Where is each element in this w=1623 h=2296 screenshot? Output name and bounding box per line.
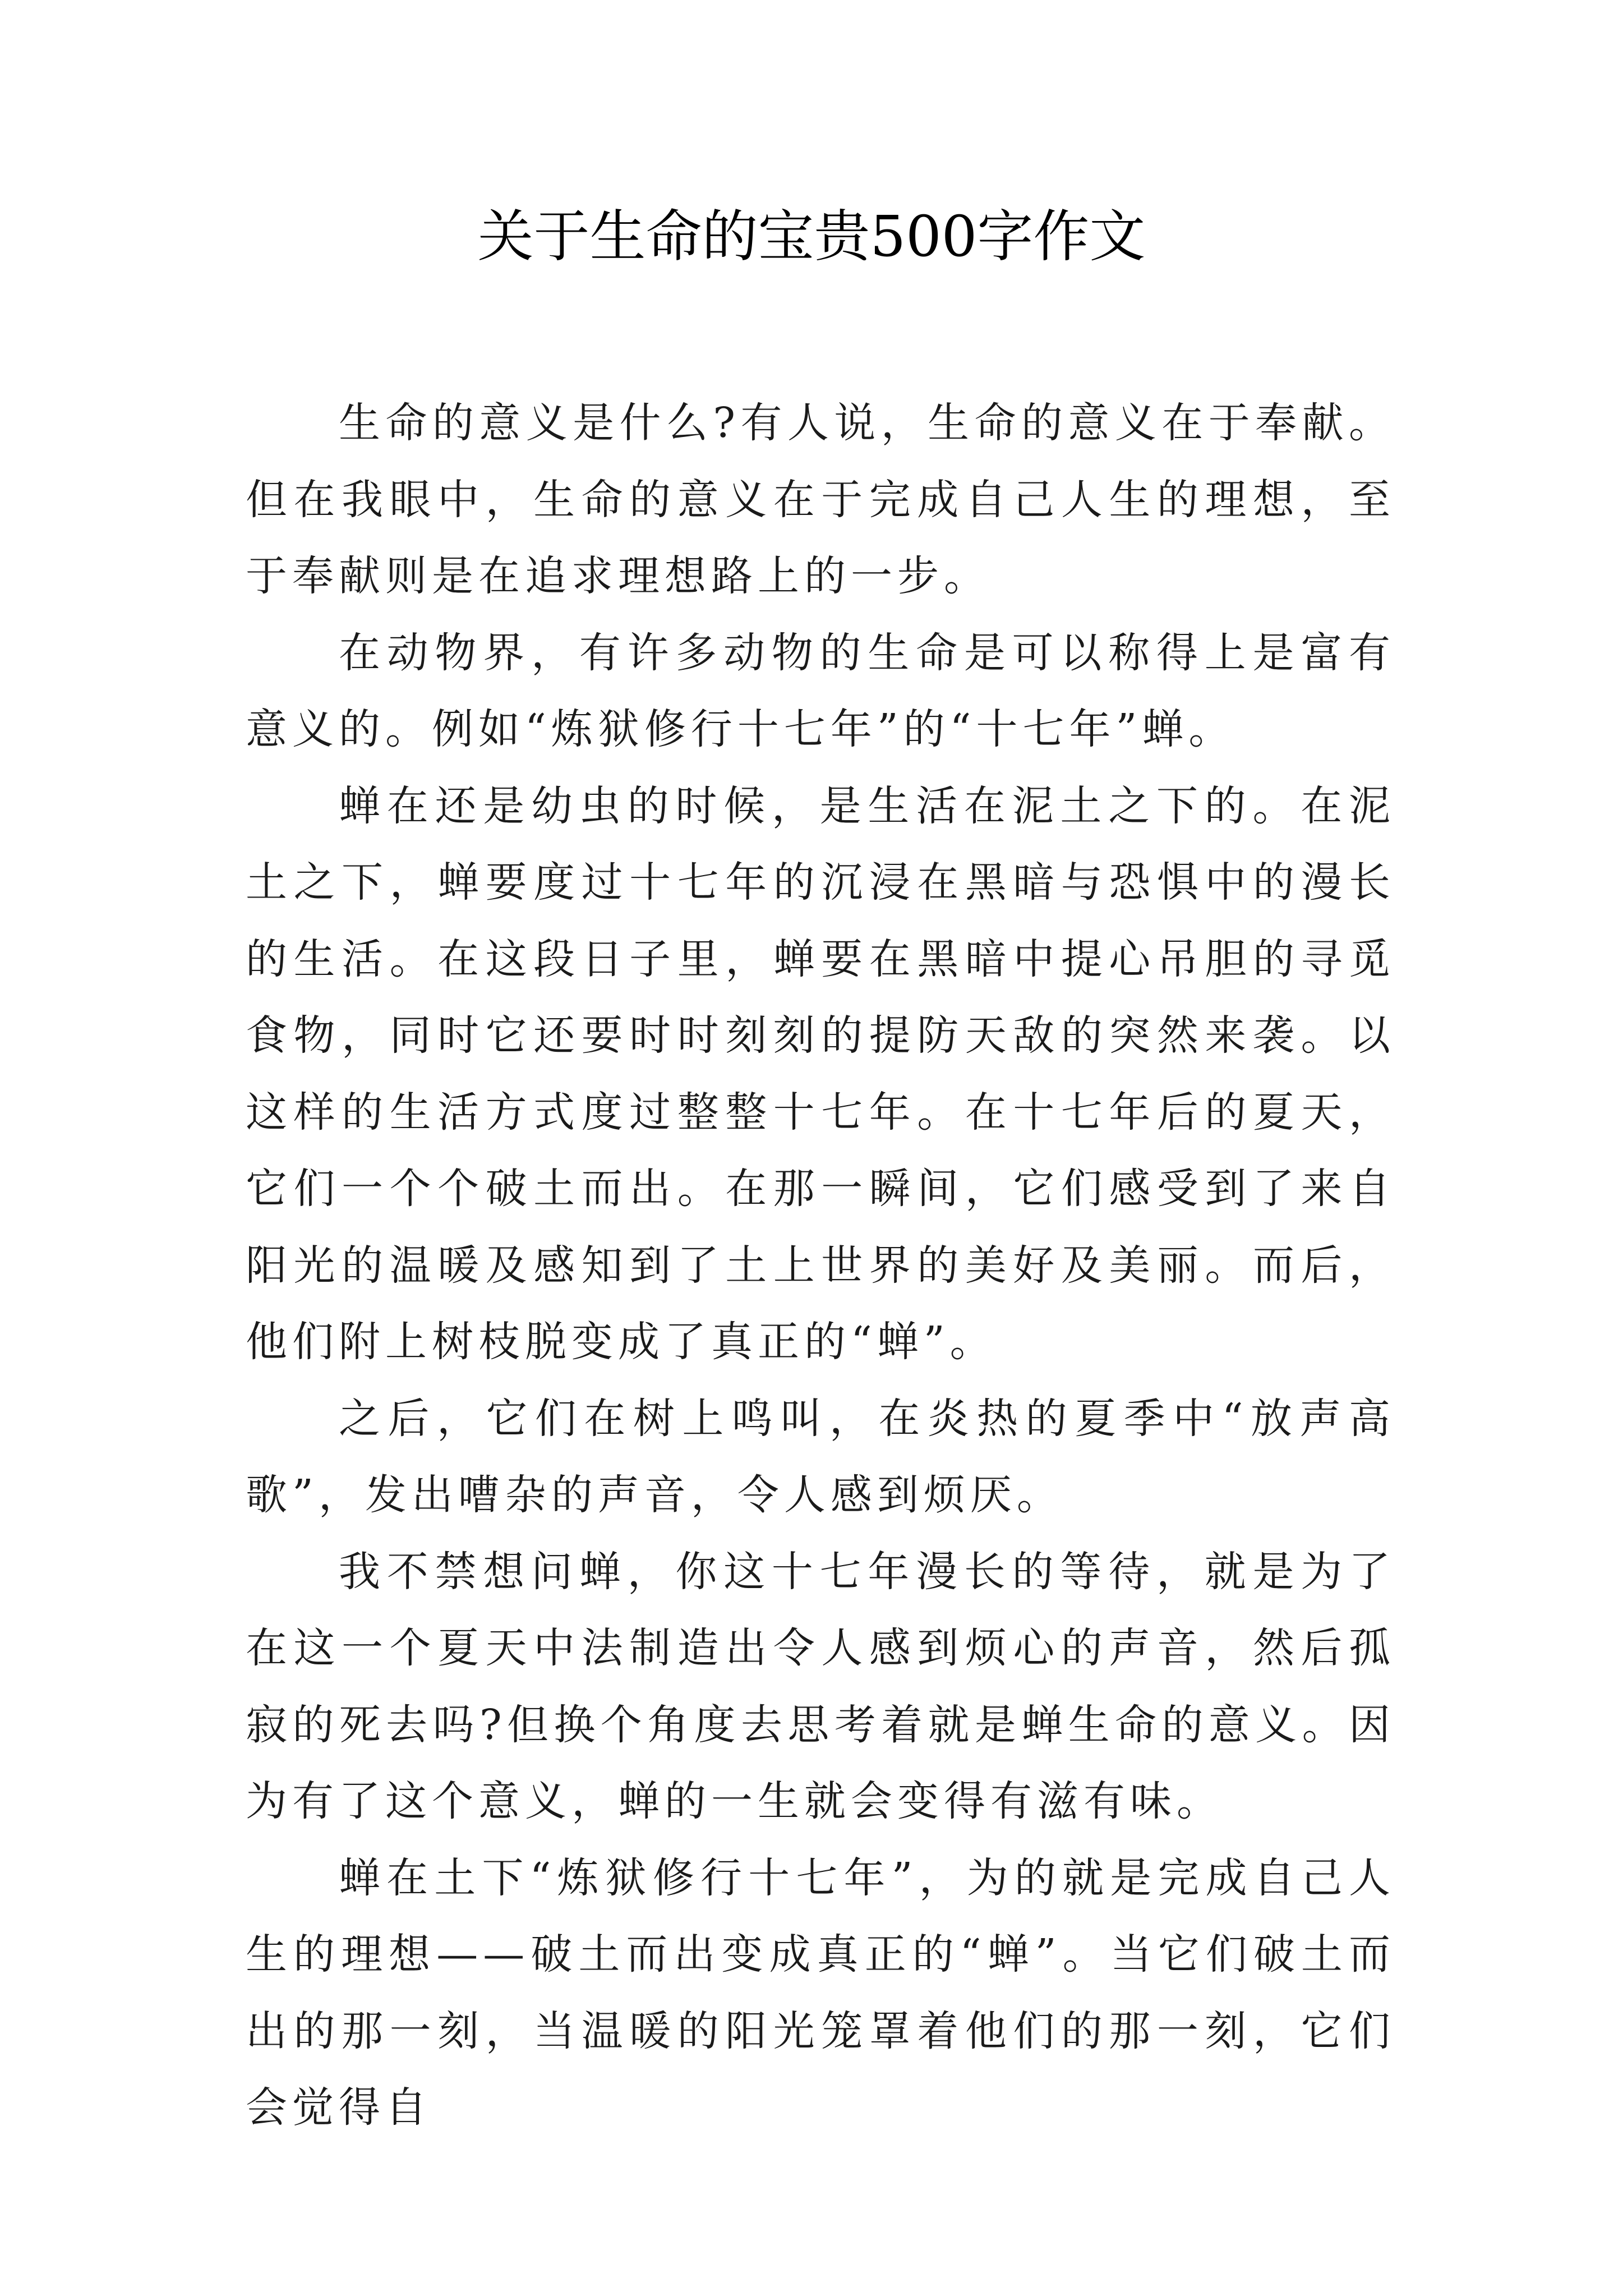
paragraph-1: 生命的意义是什么?有人说，生命的意义在于奉献。但在我眼中，生命的意义在于完成自己人生的理想，至于奉献则是在追求理想路上的一步。: [246, 399, 1395, 600]
paragraph-3: 蝉在还是幼虫的时候，是生活在泥土之下的。在泥土之下，蝉要度过十七年的沉浸在黑暗与恐惧中的漫长的生活。在这段日子里，蝉要在黑暗中提心吊胆的寻觅食物，同时它还要时时刻刻的提防天敌的突然来袭。以这样的生活方式度过整整十七年。在十七年后的夏天，它们一个个破土而出。在那一瞬间，它们感受到了来自阳光的温暖及感知到了土上世界的美好及美丽。而后，他们附上树枝脱变成了真正的“蝉”。: [246, 781, 1395, 1366]
paragraph-6: 蝉在土下“炼狱修行十七年”，为的就是完成自己人生的理想——破土而出变成真正的“蝉”。当它们破土而出的那一刻，当温暖的阳光笼罩着他们的那一刻，它们会觉得自: [246, 1853, 1395, 2132]
paragraph-2: 在动物界，有许多动物的生命是可以称得上是富有意义的。例如“炼狱修行十七年”的“十七年”蝉。: [246, 628, 1395, 753]
paragraph-5: 我不禁想问蝉，你这十七年漫长的等待，就是为了在这一个夏天中法制造出令人感到烦心的声音，然后孤寂的死去吗?但换个角度去思考着就是蝉生命的意义。因为有了这个意义，蝉的一生就会变得有滋有味。: [246, 1547, 1395, 1825]
document-body: [246, 385, 1395, 2146]
paragraph-4: 之后，它们在树上鸣叫，在炎热的夏季中“放声高歌”，发出嘈杂的声音，令人感到烦厌。: [246, 1394, 1395, 1519]
document-title: 关于生命的宝贵500字作文: [477, 204, 1146, 269]
